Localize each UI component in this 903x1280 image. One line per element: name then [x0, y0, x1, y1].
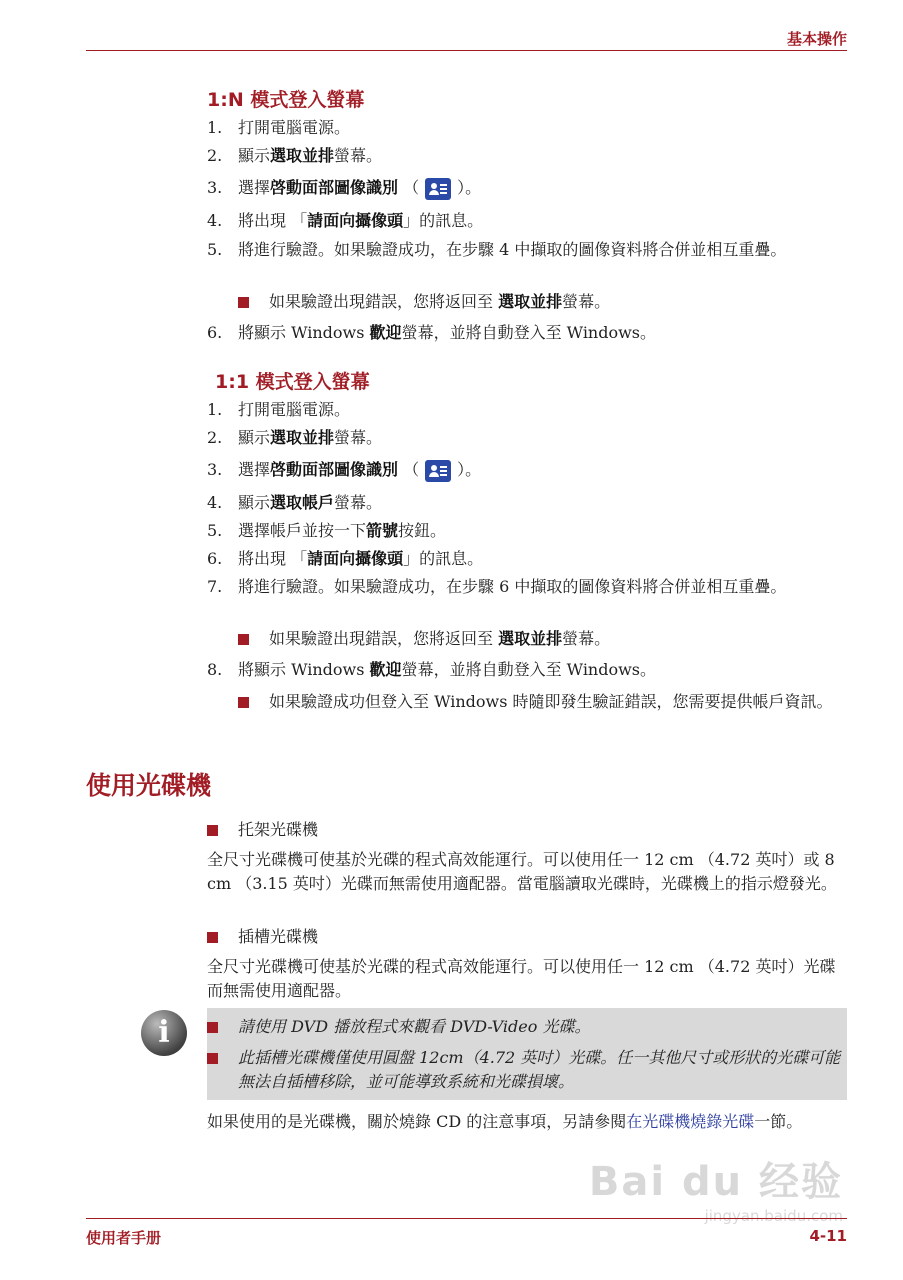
header-title: 基本操作 — [786, 30, 847, 48]
tray-drive-text: 全尺寸光碟機可使基於光碟的程式高效能運行。可以使用任一 12 cm （4.72 英吋）或 8 cm （3.15 英吋）光碟而無需使用適配器。當電腦讀取光碟時，光碟機上的指示燈發光。 — [207, 850, 837, 893]
bullet-marker — [207, 825, 218, 836]
bullet-marker — [238, 697, 249, 708]
page-number: 4-11 — [809, 1227, 847, 1245]
slot-drive-text: 全尺寸光碟機可使基於光碟的程式高效能運行。可以使用任一 12 cm （4.72 英吋）光碟而無需使用適配器。 — [207, 957, 836, 1000]
bullet-marker — [207, 1022, 218, 1033]
section-title-11: 1:1 模式登入螢幕 — [215, 371, 370, 393]
page-header — [86, 28, 847, 51]
face-recognition-icon — [425, 178, 451, 200]
bullet-marker — [207, 1053, 218, 1064]
step-11-7: 7. 將進行驗證。如果驗證成功，在步驟 6 中擷取的圖像資料將合併並相互重疊。 — [207, 577, 787, 596]
footer-divider — [86, 1218, 847, 1219]
bullet-marker — [238, 297, 249, 308]
section-title-1n: 1:N 模式登入螢幕 — [207, 89, 365, 111]
step-1n-5: 5. 將進行驗證。如果驗證成功，在步驟 4 中擷取的圖像資料將合併並相互重疊。 — [207, 240, 787, 259]
info-icon: i — [141, 1010, 187, 1056]
footer-manual-title: 使用者手册 — [86, 1229, 162, 1247]
face-recognition-icon — [425, 460, 451, 482]
burn-cd-link[interactable]: 在光碟機燒錄光碟 — [626, 1112, 755, 1131]
burn-cd-paragraph: 如果使用的是光碟機，關於燒錄 CD 的注意事項，另請參閱在光碟機燒錄光碟一節。 — [207, 1112, 803, 1131]
note-item: 此插槽光碟機僅使用圓盤 12cm（4.72 英吋）光碟。任一其他尺寸或形狀的光碟可能無法自插槽移除，並可能導致系統和光碟損壞。 — [207, 1046, 847, 1094]
bullet-marker — [238, 634, 249, 645]
bullet-marker — [207, 932, 218, 943]
bullet-11-account: 如果驗證成功但登入至 Windows 時隨即發生驗証錯誤，您需要提供帳戶資訊。 — [238, 690, 847, 738]
optical-drive-heading: 使用光碟機 — [86, 771, 212, 800]
note-box: 請使用 DVD 播放程式來觀看 DVD-Video 光碟。 此插槽光碟機僅使用圓盤 12cm（4.72 英吋）光碟。任一其他尺寸或形狀的光碟可能無法自插槽移除，並可能導致系統和光碟損壞。 — [207, 1008, 847, 1100]
watermark: Bai du 经验 jingyan.baidu.com — [588, 1159, 843, 1225]
